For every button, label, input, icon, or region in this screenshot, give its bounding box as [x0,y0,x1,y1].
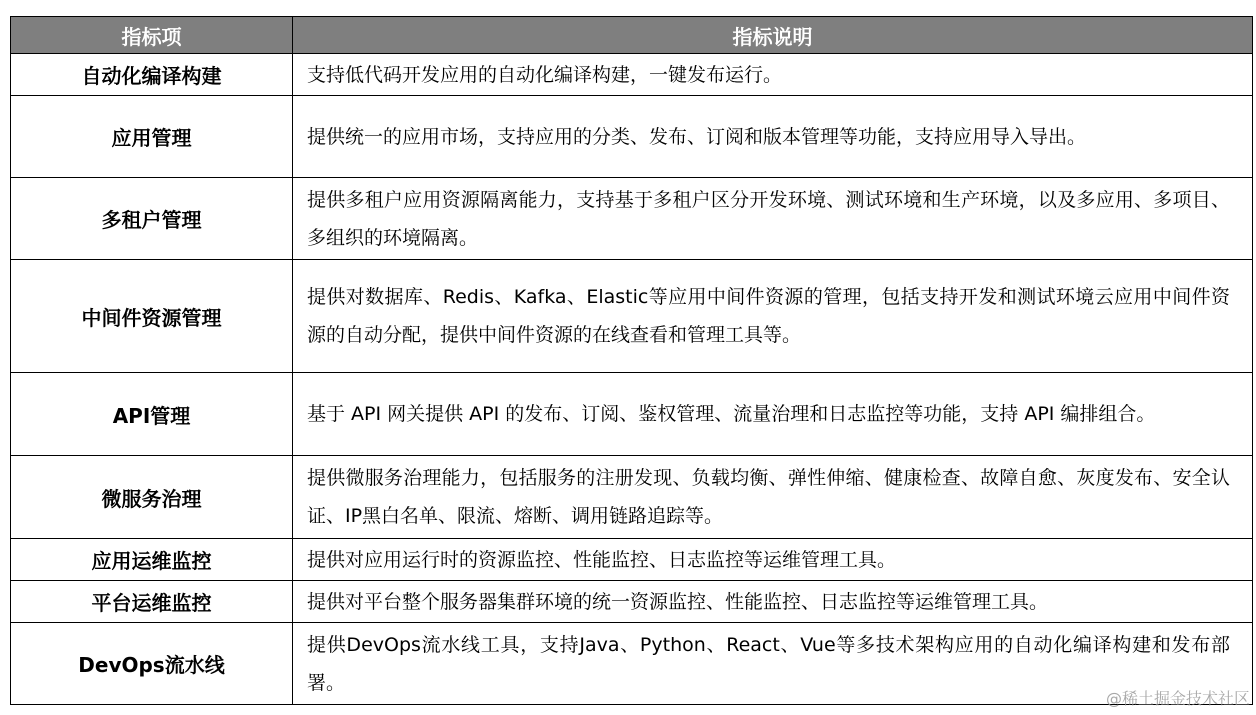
table-row [11,260,1253,373]
indicator-description: 提供统一的应用市场，支持应用的分类、发布、订阅和版本管理等功能，支持应用导入导出。 [293,96,1253,178]
indicator-table [10,16,1253,705]
table-row [11,581,1253,623]
indicator-description: 支持低代码开发应用的自动化编译构建，一键发布运行。 [293,54,1253,96]
indicator-description: 提供DevOps流水线工具，支持Java、Python、React、Vue等多技术架构应用的自动化编译构建和发布部署。 [293,623,1253,705]
indicator-name: API管理 [11,373,293,456]
table-row [11,623,1253,705]
header-indicator-description: 指标说明 [293,17,1253,54]
table-row [11,539,1253,581]
indicator-name: 平台运维监控 [11,581,293,623]
table-row [11,373,1253,456]
indicator-name: 中间件资源管理 [11,260,293,373]
indicator-name: 自动化编译构建 [11,54,293,96]
indicator-description: 提供微服务治理能力，包括服务的注册发现、负载均衡、弹性伸缩、健康检查、故障自愈、灰度发布、安全认证、IP黑白名单、限流、熔断、调用链路追踪等。 [293,456,1253,539]
watermark: @稀土掘金技术社区 [1105,689,1250,708]
table-header-row [11,17,1253,54]
table-row [11,54,1253,96]
indicator-description: 基于 API 网关提供 API 的发布、订阅、鉴权管理、流量治理和日志监控等功能，支持 API 编排组合。 [293,373,1253,456]
table-row [11,456,1253,539]
indicator-description: 提供对平台整个服务器集群环境的统一资源监控、性能监控、日志监控等运维管理工具。 [293,581,1253,623]
indicator-name: 多租户管理 [11,178,293,260]
indicator-name: 应用运维监控 [11,539,293,581]
indicator-description: 提供多租户应用资源隔离能力，支持基于多租户区分开发环境、测试环境和生产环境，以及多应用、多项目、多组织的环境隔离。 [293,178,1253,260]
table-row [11,96,1253,178]
header-indicator-item: 指标项 [11,17,293,54]
indicator-name: 微服务治理 [11,456,293,539]
indicator-description: 提供对应用运行时的资源监控、性能监控、日志监控等运维管理工具。 [293,539,1253,581]
indicator-description: 提供对数据库、Redis、Kafka、Elastic等应用中间件资源的管理，包括支持开发和测试环境云应用中间件资源的自动分配，提供中间件资源的在线查看和管理工具等。 [293,260,1253,373]
indicator-name: DevOps流水线 [11,623,293,705]
indicator-name: 应用管理 [11,96,293,178]
table-row [11,178,1253,260]
